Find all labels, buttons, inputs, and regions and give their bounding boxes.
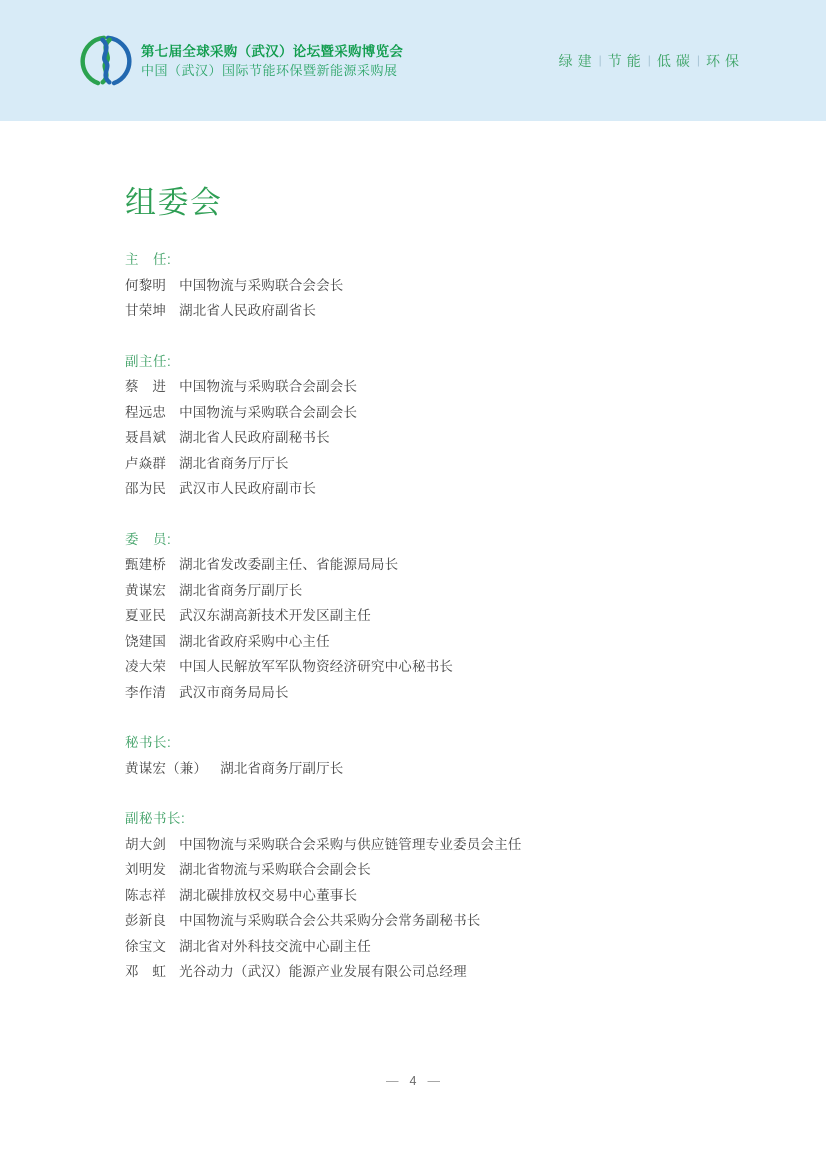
member-row: [125, 578, 766, 604]
member-title: 武汉东湖高新技术开发区副主任: [179, 608, 371, 623]
member-name: 徐宝文: [125, 938, 167, 954]
member-title: 中国物流与采购联合会公共采购分会常务副秘书长: [179, 913, 481, 928]
committee-section: [125, 247, 766, 324]
member-name: 李作清: [125, 684, 167, 700]
section-label: 委 员:: [125, 531, 172, 547]
member-row: [125, 959, 766, 985]
member-name: 甘荣坤: [125, 303, 167, 318]
footer-dash-right: —: [427, 1074, 440, 1088]
member-title: 湖北省人民政府副秘书长: [179, 430, 330, 445]
member-title: 湖北省商务厅副厅长: [179, 582, 303, 598]
nav-item-energy-saving: 节能: [607, 52, 646, 69]
section-rows: [125, 273, 766, 324]
committee-section: [125, 527, 766, 706]
member-title: 中国人民解放军军队物资经济研究中心秘书长: [179, 659, 454, 674]
member-row: [125, 451, 766, 477]
nav-separator: |: [598, 52, 602, 67]
page-title: 组委会: [125, 185, 223, 220]
member-name: 刘明发: [125, 862, 167, 877]
nav-separator: |: [647, 52, 651, 67]
member-row: [125, 629, 766, 655]
member-row: [125, 756, 766, 782]
committee-sections: [125, 247, 766, 985]
section-rows: [125, 832, 766, 985]
member-title: 中国物流与采购联合会采购与供应链管理专业委员会主任: [179, 836, 522, 852]
member-name: 凌大荣: [125, 659, 167, 674]
page-footer: [0, 1072, 826, 1090]
member-name: 饶建国: [125, 633, 167, 649]
member-row: [125, 934, 766, 960]
member-name: 夏亚民: [125, 608, 167, 623]
member-name: 蔡 进: [125, 379, 167, 394]
section-rows: [125, 374, 766, 502]
expo-title: 第七届全球采购（武汉）论坛暨采购博览会: [141, 43, 404, 59]
member-name: 彭新良: [125, 913, 167, 928]
section-rows: [125, 756, 766, 782]
member-name: 程远忠: [125, 404, 167, 420]
member-title: 中国物流与采购联合会副会长: [179, 404, 358, 420]
nav-item-low-carbon: 低碳: [656, 52, 695, 69]
member-row: [125, 680, 766, 706]
member-title: 湖北碳排放权交易中心董事长: [179, 887, 358, 903]
header-titles: [141, 42, 403, 80]
member-row: [125, 273, 766, 299]
member-name: 邵为民: [125, 481, 167, 496]
member-title: 武汉市人民政府副市长: [179, 481, 317, 496]
expo-logo-icon: [80, 35, 132, 87]
member-row: [125, 298, 766, 324]
member-row: [125, 603, 766, 629]
member-title: 武汉市商务局局长: [179, 684, 289, 700]
committee-section: [125, 730, 766, 781]
member-name: 胡大剑: [125, 836, 167, 852]
section-label: 副主任:: [125, 353, 172, 369]
member-row: [125, 425, 766, 451]
nav-item-green-building: 绿建: [558, 52, 597, 69]
member-row: [125, 857, 766, 883]
member-title: 中国物流与采购联合会会长: [179, 277, 344, 293]
member-title: 湖北省政府采购中心主任: [179, 633, 330, 649]
section-label: 主 任:: [125, 252, 172, 267]
nav-item-eco-friendly: 环保: [706, 52, 744, 69]
content-area: [0, 121, 826, 985]
member-row: [125, 476, 766, 502]
member-title: 湖北省发改委副主任、省能源局局长: [179, 557, 399, 572]
member-title: 湖北省对外科技交流中心副主任: [179, 938, 371, 954]
member-title: 湖北省物流与采购联合会副会长: [179, 862, 371, 877]
member-row: [125, 654, 766, 680]
member-row: [125, 908, 766, 934]
expo-subtitle: 中国（武汉）国际节能环保暨新能源采购展: [141, 62, 398, 78]
member-row: [125, 883, 766, 909]
member-title: 湖北省商务厅厅长: [179, 455, 289, 471]
section-label: 副秘书长:: [125, 811, 186, 826]
member-title: 中国物流与采购联合会副会长: [179, 379, 358, 394]
member-title: 湖北省人民政府副省长: [179, 303, 317, 318]
member-name: 何黎明: [125, 277, 167, 293]
page-number: 4: [409, 1074, 417, 1088]
nav-separator: |: [696, 52, 700, 67]
member-name: 聂昌斌: [125, 430, 167, 445]
member-row: [125, 400, 766, 426]
page-header: [0, 0, 826, 121]
member-name: 甄建桥: [125, 557, 167, 572]
footer-dash-left: —: [386, 1074, 399, 1088]
member-name: 黄谋宏（兼）: [125, 760, 208, 776]
member-name: 邓 虹: [125, 964, 167, 979]
header-nav: [553, 51, 744, 71]
member-name: 黄谋宏: [125, 582, 167, 598]
committee-section: [125, 806, 766, 985]
member-title: 湖北省商务厅副厅长: [220, 760, 344, 776]
member-row: [125, 832, 766, 858]
member-name: 卢焱群: [125, 455, 167, 471]
member-name: 陈志祥: [125, 887, 167, 903]
committee-section: [125, 349, 766, 502]
member-row: [125, 552, 766, 578]
section-rows: [125, 552, 766, 705]
member-title: 光谷动力（武汉）能源产业发展有限公司总经理: [179, 964, 467, 979]
member-row: [125, 374, 766, 400]
section-label: 秘书长:: [125, 735, 172, 750]
